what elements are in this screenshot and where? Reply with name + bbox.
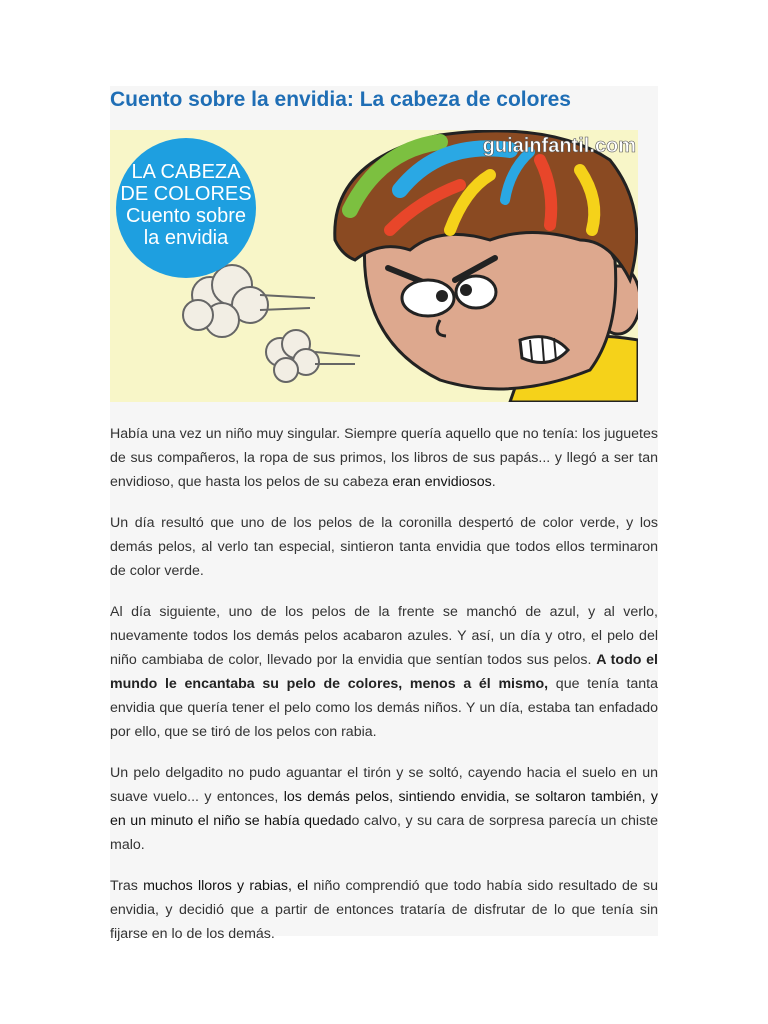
paragraph-5-text: Tras [110, 878, 144, 894]
hero-illustration [110, 130, 638, 402]
paragraph-1-end: . [491, 474, 496, 490]
left-pupil [436, 290, 448, 302]
badge-line-4: la envidia [143, 227, 229, 249]
paragraph-5-highlight: muchos lloros y rabias, el [143, 878, 309, 894]
article-title: Cuento sobre la envidia: La cabeza de colores [110, 88, 571, 111]
paragraph-3 [110, 600, 658, 744]
paragraph-4 [110, 761, 658, 857]
badge-line-3: Cuento sobre [125, 205, 247, 227]
paragraph-4-highlight: los demás pelos, sintiendo envidia, se soltaron también, y en un minuto el niño se había quedad [110, 789, 658, 829]
paragraph-1 [110, 422, 658, 494]
badge-line-1: LA CABEZA [131, 161, 241, 183]
paragraph-1-text: Había una vez un niño muy singular. Siempre quería aquello que no tenía: los juguetes de sus compañeros, la ropa de sus primos, los libros de sus papás... y llegó a ser tan envidioso, que hasta los pelos de su cabeza [110, 426, 658, 490]
paragraph-3-bold: A todo el mundo le encantaba su pelo de colores, menos a él mismo, [110, 652, 658, 692]
paragraph-2: Un día resultó que uno de los pelos de la coronilla despertó de color verde, y los demás pelos, al verlo tan especial, sintieron tanta envidia que todos ellos terminaron de color verde. [110, 515, 658, 579]
paragraph-5-end: niño comprendió que todo había sido resultado de su envidia, y decidió que a partir de entonces trataría de disfrutar de lo que tenía sin fijarse en lo de los demás. [110, 878, 658, 942]
paragraph-3-end: que tenía tanta envidia que quería tener el pelo como los demás niños. Y un día, estaba tan enfadado por ello, que se tiró de los pelos con rabia. [110, 676, 658, 740]
right-pupil [460, 284, 472, 296]
watermark: guiainfantil.com [482, 135, 636, 157]
paragraph-1-highlight: eran envidiosos [392, 474, 492, 490]
article-body [110, 422, 658, 963]
badge-line-2: DE COLORES [120, 183, 252, 205]
paragraph-4-end: o calvo, y su cara de sorpresa parecía un chiste malo. [110, 813, 659, 853]
paragraph-3-text: Al día siguiente, uno de los pelos de la frente se manchó de azul, y al verlo, nuevamente todos los demás pelos acabaron azules. Y así, un día y otro, el pelo del niño cambiaba de color, llevado por la envidia que sentían todos sus pelos. [110, 604, 658, 668]
paragraph-5 [110, 874, 658, 946]
paragraph-4-text: Un pelo delgadito no pudo aguantar el tirón y se soltó, cayendo hacia el suelo en un suave vuelo... y entonces, [110, 765, 658, 805]
